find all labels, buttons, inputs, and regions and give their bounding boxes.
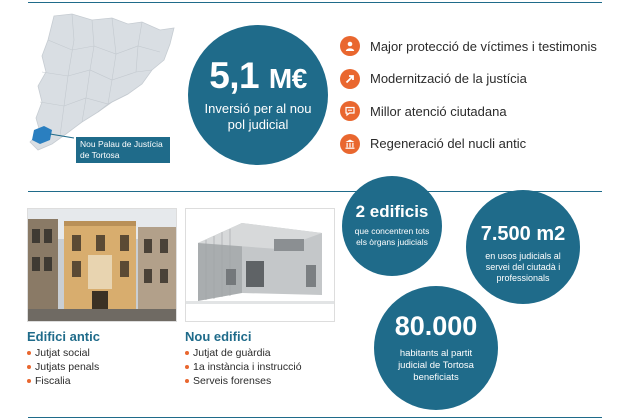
benefit-item: [340, 131, 620, 157]
stat-text: que concentren tots els òrgans judicials: [354, 226, 430, 247]
benefits-list: [340, 33, 620, 163]
arrow-up-icon: [340, 69, 360, 89]
catalonia-region-shape: [30, 14, 174, 150]
list-item: Serveis forenses: [185, 374, 302, 388]
benefit-text: Millor atenció ciutadana: [370, 103, 507, 119]
stat-text: en usos judicials al servei del ciutadà i professionals: [485, 251, 561, 283]
benefit-item: [340, 66, 620, 92]
investment-text: Inversió per al nou pol judicial: [204, 101, 312, 132]
new-building-render: [185, 208, 335, 322]
stat-number: 7.500 m2: [480, 223, 566, 245]
stat-number: 2 edificis: [355, 202, 429, 221]
old-building-title: Edifici antic: [27, 329, 100, 344]
benefit-item: [340, 98, 620, 124]
list-item: Jutjats penals: [27, 360, 99, 374]
list-item: Jutjat de guàrdia: [185, 346, 302, 360]
person-icon: [340, 36, 360, 56]
map-location-label: Nou Palau de Justícia de Tortosa: [76, 137, 170, 163]
benefit-text: Major protecció de víctimes i testimonis: [370, 38, 597, 54]
stat-number: 80.000: [394, 311, 478, 341]
chat-icon: [340, 101, 360, 121]
old-building-list: [27, 346, 99, 388]
benefit-text: Regeneració del nucli antic: [370, 136, 527, 151]
stat-text: habitants al partit judicial de Tortosa beneficiats: [398, 348, 474, 383]
old-building-photo: [27, 208, 177, 322]
investment-circle: [188, 25, 328, 165]
benefit-item: [340, 33, 620, 59]
list-item: Fiscalia: [27, 374, 99, 388]
list-item: Jutjat social: [27, 346, 99, 360]
investment-amount: [188, 55, 328, 97]
investment-unit: M€: [268, 63, 307, 94]
building-icon: [340, 134, 360, 154]
top-divider: [28, 2, 602, 3]
stat-circle-inhabitants: [374, 286, 498, 410]
investment-value: 5,1: [209, 55, 260, 96]
list-item: 1a instància i instrucció: [185, 360, 302, 374]
new-building-title: Nou edifici: [185, 329, 252, 344]
new-building-list: [185, 346, 302, 388]
stat-circle-area: [466, 190, 580, 304]
bottom-divider: [28, 417, 602, 418]
benefit-text: Modernització de la justícia: [370, 71, 527, 86]
stat-circle-buildings: [342, 176, 442, 276]
